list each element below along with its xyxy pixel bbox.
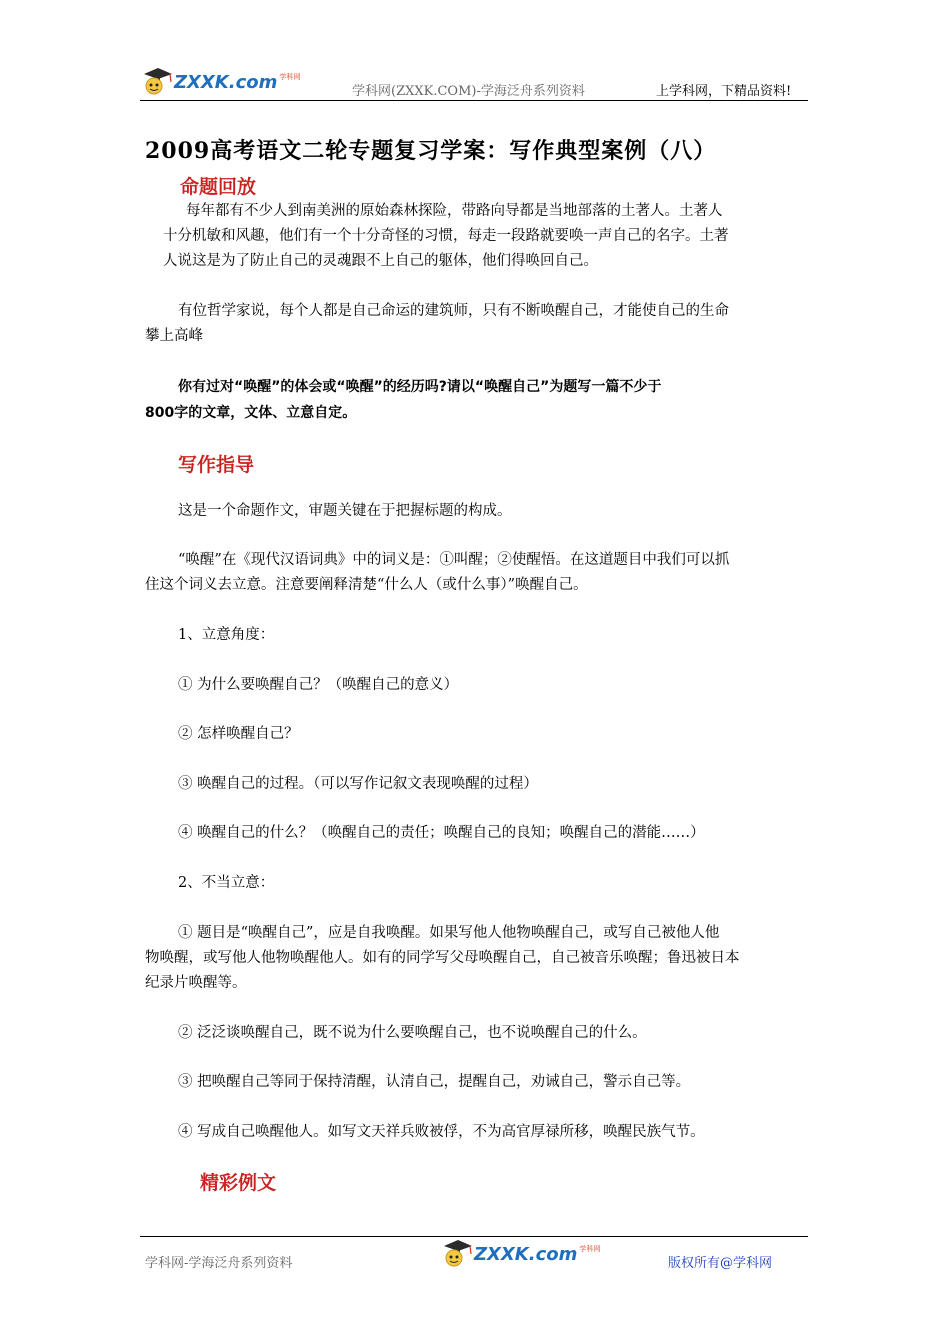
guide-definition-line1: “唤醒”在《现代汉语词典》中的词义是：①叫醒；②使醒悟。在这道题目中我们可以抓	[178, 552, 730, 568]
improper-title: 2、不当立意：	[178, 875, 275, 891]
prompt-para2-line2: 攀上高峰	[145, 328, 203, 344]
page-title: 2009高考语文二轮专题复习学案：写作典型案例（八）	[145, 138, 717, 164]
logo-subtext: 学科网	[279, 73, 301, 81]
improper-item-1-line1: ① 题目是“唤醒自己”，应是自我唤醒。如果写他人他物唤醒自己，或写自己被他人他	[178, 925, 720, 941]
section-heading-guide: 写作指导	[178, 454, 255, 476]
improper-item-1-line2: 物唤醒，或写他人他物唤醒他人。如有的同学写父母唤醒自己，自己被音乐唤醒；鲁迅被日本	[145, 950, 740, 966]
improper-item-3: ③ 把唤醒自己等同于保持清醒，认清自己，提醒自己，劝诫自己，警示自己等。	[178, 1074, 691, 1090]
header-rule	[140, 100, 808, 101]
mascot-icon	[440, 1238, 474, 1270]
prompt-para1-line2: 十分机敏和风趣，他们有一个十分奇怪的习惯，每走一段路就要唤一声自己的名字。土著	[163, 228, 729, 244]
prompt-task-line2: 800字的文章，文体、立意自定。	[145, 405, 357, 421]
guide-definition-line2: 住这个词义去立意。注意要阐释清楚“什么人（或什么事）”唤醒自己。	[145, 577, 588, 593]
improper-item-2: ② 泛泛谈唤醒自己，既不说为什么要唤醒自己，也不说唤醒自己的什么。	[178, 1025, 647, 1041]
improper-item-1-line3: 纪录片唤醒等。	[145, 975, 247, 991]
header-center-text: 学科网(ZXXK.COM)-学海泛舟系列资料	[352, 84, 585, 99]
logo-wordmark: ZXXK.com	[174, 71, 278, 93]
footer-logo	[440, 1238, 600, 1270]
header-right-text: 上学科网，下精品资料!	[656, 84, 792, 99]
angle-item-3: ③ 唤醒自己的过程。（可以写作记叙文表现唤醒的过程）	[178, 776, 538, 792]
guide-intro: 这是一个命题作文，审题关键在于把握标题的构成。	[178, 503, 512, 519]
footer-logo-wordmark: ZXXK.com	[474, 1243, 578, 1265]
angle-item-4: ④ 唤醒自己的什么？（唤醒自己的责任；唤醒自己的良知；唤醒自己的潜能……）	[178, 825, 705, 841]
footer-left-text: 学科网-学海泛舟系列资料	[145, 1256, 293, 1271]
footer-logo-subtext: 学科网	[579, 1245, 601, 1253]
angle-title: 1、立意角度：	[178, 627, 275, 643]
mascot-icon	[140, 66, 174, 98]
improper-item-4: ④ 写成自己唤醒他人。如写文天祥兵败被俘，不为高官厚禄所移，唤醒民族气节。	[178, 1124, 705, 1140]
section-heading-examples: 精彩例文	[200, 1172, 277, 1194]
prompt-para1-line1: 每年都有不少人到南美洲的原始森林探险，带路向导都是当地部落的土著人。土著人	[186, 203, 723, 219]
header-logo	[140, 66, 300, 98]
angle-item-2: ② 怎样唤醒自己？	[178, 726, 299, 742]
footer-rule	[140, 1236, 808, 1237]
footer-copyright: 版权所有@学科网	[668, 1256, 773, 1271]
prompt-para2-line1: 有位哲学家说，每个人都是自己命运的建筑师，只有不断唤醒自己，才能使自己的生命	[178, 303, 729, 319]
prompt-task-line1: 你有过对“唤醒”的体会或“唤醒”的经历吗?请以“唤醒自己”为题写一篇不少于	[178, 379, 662, 395]
prompt-para1-line3: 人说这是为了防止自己的灵魂跟不上自己的躯体，他们得唤回自己。	[163, 253, 598, 269]
angle-item-1: ① 为什么要唤醒自己？（唤醒自己的意义）	[178, 677, 459, 693]
section-heading-prompt: 命题回放	[180, 176, 257, 198]
